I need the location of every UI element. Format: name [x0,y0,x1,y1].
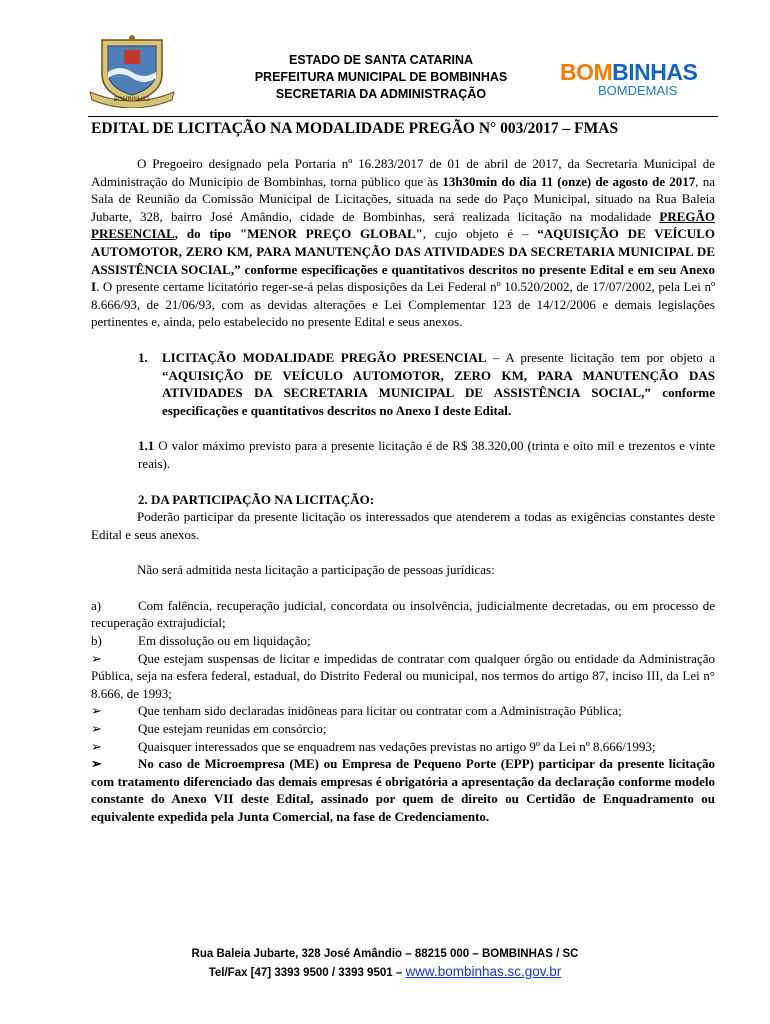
intro-type: , do tipo "MENOR PREÇO GLOBAL" [174,226,423,242]
intro-text-2: , na Sala de Reunião da Comissão Municipal de Licitações, situada na sede do Paço Municipal, situado na Rua Baleia Jubarte, 328, bairro José Amândio, cidade de Bombinhas, será realizada licitação na modalidade [91,173,715,224]
intro-modality: PREGÃO PRESENCIAL [91,208,715,242]
intro-text-4: . O presente certame licitatório reger-se-á pelas disposições da Lei Federal nº 10.520/2002, de 17/07/2002, pela Lei nº 8.666/93, de 21/06/93, com as devidas alterações e Lei Complementar 123 de 14/12/2006 e demais legislações pertinentes e, ainda, pelo estabelecido no presente Edital e seus anexos. [91,279,715,330]
arrow-bullet-icon: ➢ [91,756,102,772]
list-item [91,597,715,632]
section-1-text: – A presente licitação tem por objeto a [486,349,715,365]
intro-text-1: O Pregoeiro designado pela Portaria nº 16.283/2017 de 01 de abril de 2017, da Secretaria Municipal de Administração do Município de Bombinhas, torna público que às [91,156,715,189]
arrow-bullet-icon: ➢ [91,738,102,754]
list-item-text: Que tenham sido declaradas inidôneas para licitar ou contratar com a Administração Pública; [138,703,622,719]
list-item-text: Que estejam suspensas de licitar e impedidas de contratar com qualquer órgão ou entidade da Administração Pública, seja na esfera federal, estadual, do Distrito Federal ou municipal, nos termos do artigo 87, inciso III, da Lei n° 8.666, de 1993; [91,650,715,701]
list-item [91,720,715,738]
document-body [91,155,715,826]
section-2-heading-text: 2. DA PARTICIPAÇÃO NA LICITAÇÃO: [138,491,375,507]
list-item-text: Em dissolução ou em liquidação; [138,633,311,649]
letterhead-text [216,52,546,103]
section-2-paragraph-1: Poderão participar da presente licitação os interessados que atenderem a todas as exigências constantes deste Edital e seus anexos. [91,509,715,542]
letterhead [88,30,718,112]
header-divider [88,116,718,117]
list-marker: a) [91,597,102,613]
intro-date: 13h30min do dia 11 (onze) de agosto de 2017 [442,173,696,189]
logo-part-2: BINHAS [612,59,698,85]
municipal-coat-of-arms-icon [88,34,176,108]
list-item [91,702,715,720]
section-1-1-number: 1.1 [138,438,155,454]
footer-contact [0,963,770,982]
website-link[interactable]: www.bombinhas.sc.gov.br [405,964,562,979]
logo-slogan: BOMDEMAIS [598,83,678,98]
section-1-1-text: O valor máximo previsto para a presente licitação é de R$ 38.320,00 (trinta e oito mil e trezentos e vinte reais). [138,438,715,471]
section-2-paragraph-2: Não será admitida nesta licitação a participação de pessoas jurídicas: [137,562,495,578]
arrow-bullet-icon: ➢ [91,650,102,666]
section-1 [91,349,715,419]
list-item-text: Com falência, recuperação judicial, concordata ou insolvência, judicialmente decretadas, ou em processo de recuperação extrajudicial; [91,597,715,631]
section-2-heading [91,491,715,509]
restriction-list [91,597,715,826]
list-item [91,738,715,756]
section-1-object: “AQUISIÇÃO DE VEÍCULO AUTOMOTOR, ZERO KM, PARA MANUTENÇÃO DAS ATIVIDADES DA SECRETARIA MUNICIPAL DE ASSISTÊNCIA SOCIAL,” conforme especificações e quantitativos descritos no Anexo I deste Edital. [162,367,715,418]
section-1-1 [91,437,715,472]
section-1-heading: LICITAÇÃO MODALIDADE PREGÃO PRESENCIAL [162,349,487,365]
list-item [91,755,715,825]
list-item-text: No caso de Microempresa (ME) ou Empresa de Pequeno Porte (EPP) participar da presente licitação com tratamento diferenciado das demais empresas é obrigatória a apresentação da declaração conforme modelo constante do Anexo VII deste Edital, assinado por quem de direito ou Certidão de Enquadramento ou equivalente expedida pela Junta Comercial, na fase de Credenciamento. [91,756,715,824]
list-item [91,650,715,703]
footer-address: Rua Baleia Jubarte, 328 José Amândio – 88215 000 – BOMBINHAS / SC [191,948,579,960]
department-name: SECRETARIA DA ADMINISTRAÇÃO [275,87,487,101]
footer-phone: Tel/Fax [47] 3393 9500 / 3393 9501 – [208,967,406,979]
list-item-text: Quaisquer interessados que se enquadrem nas vedações previstas no artigo 9º da Lei nº 8.666/1993; [138,738,656,754]
state-name: ESTADO DE SANTA CATARINA [288,53,474,67]
list-item-text: Que estejam reunidas em consórcio; [138,721,327,737]
document-title: EDITAL DE LICITAÇÃO NA MODALIDADE PREGÃO N° 003/2017 – FMAS [91,120,619,137]
bombinhas-logo [560,60,720,110]
seal-text: BOMBINHAS [113,97,151,103]
intro-paragraph [91,155,715,331]
intro-text-3: , cujo objeto é – [422,226,538,242]
list-item [91,632,715,650]
section-1-number: 1. [138,349,148,365]
intro-object: “AQUISIÇÃO DE VEÍCULO AUTOMOTOR, ZERO KM, PARA MANUTENÇÃO DAS ATIVIDADES DA SECRETARIA MUNICIPAL DE ASSISTÊNCIA SOCIAL,” conforme especificações e quantitativos descritos no presente Edital e em seu Anexo I [91,226,715,295]
prefecture-name: PREFEITURA MUNICIPAL DE BOMBINHAS [254,70,508,84]
list-marker: b) [91,633,102,649]
logo-part-1: BOM [560,59,613,85]
arrow-bullet-icon: ➢ [91,721,102,737]
page-footer [0,946,770,982]
arrow-bullet-icon: ➢ [91,703,102,719]
